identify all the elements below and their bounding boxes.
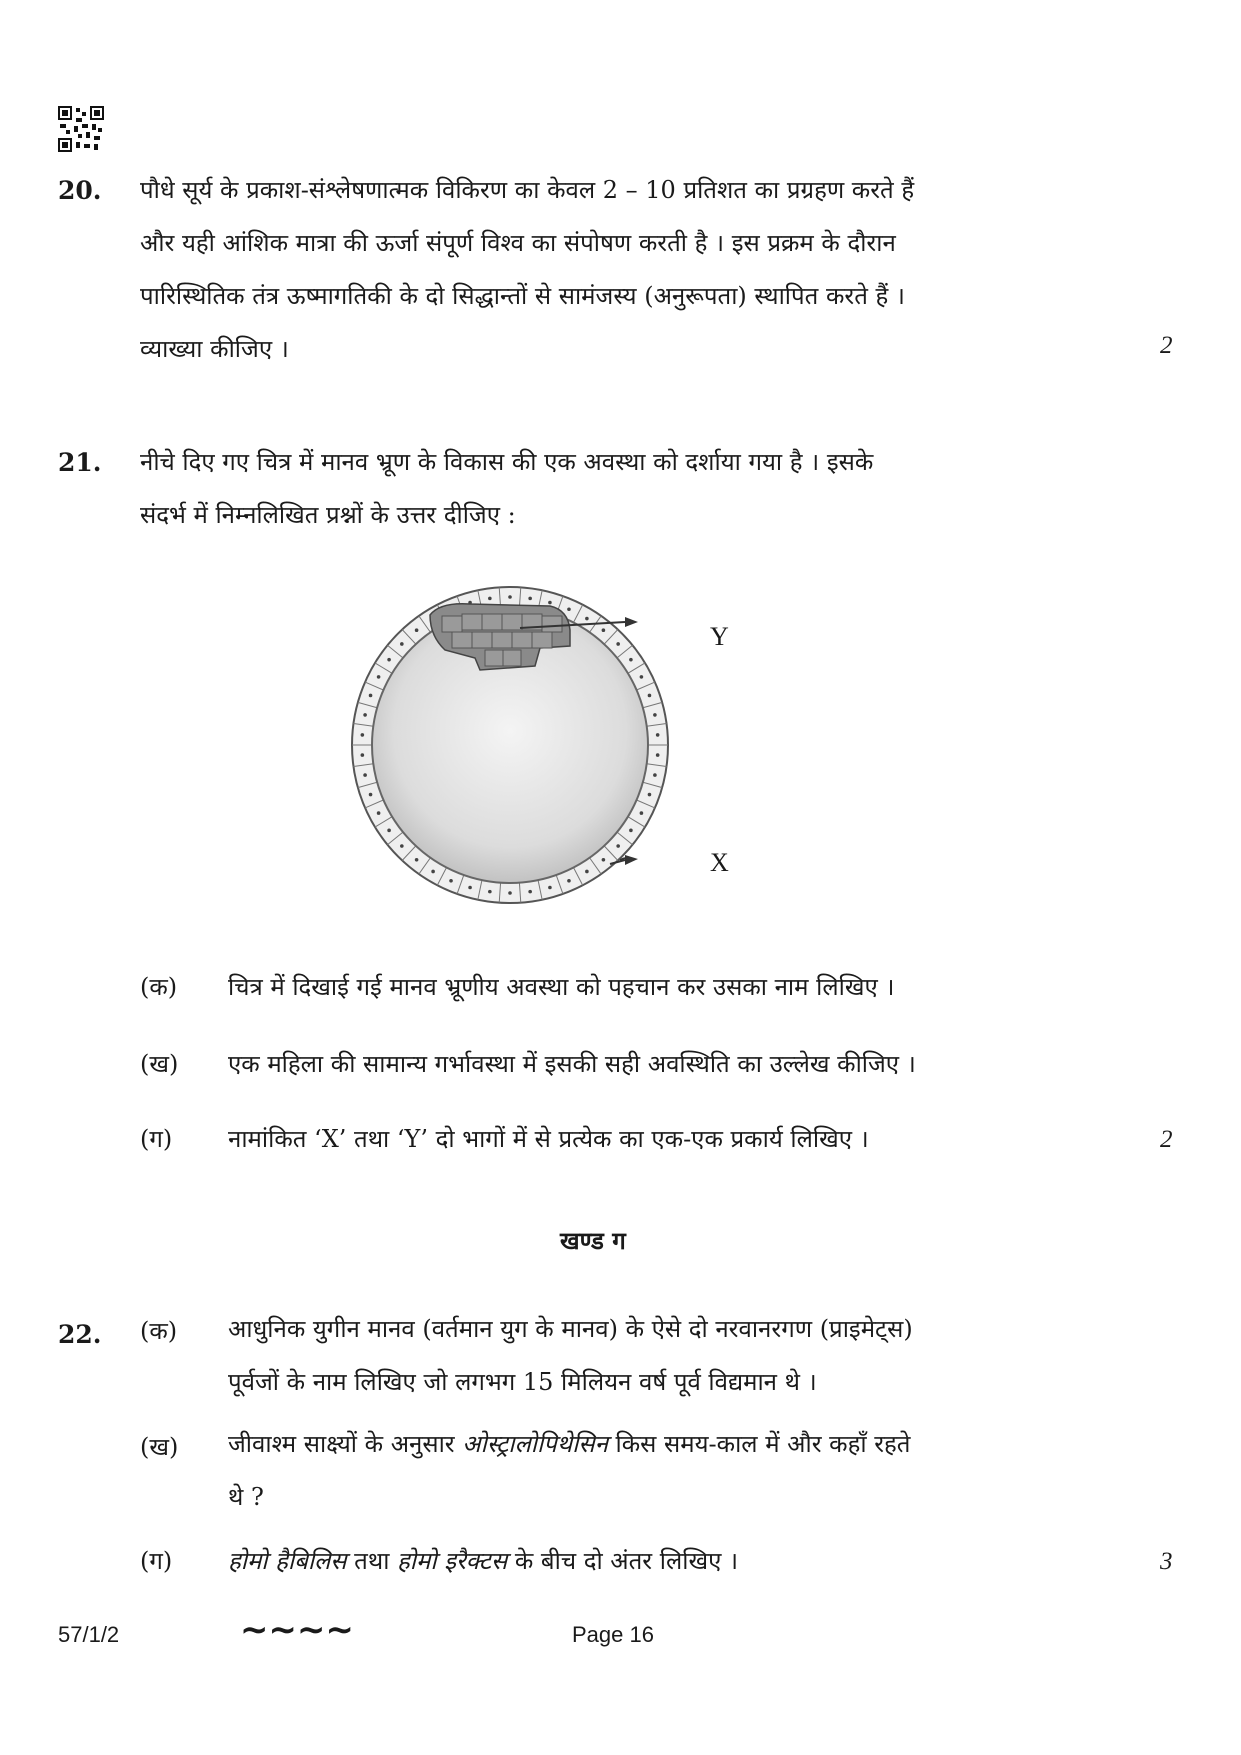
question-20-number: 20. xyxy=(58,176,102,205)
cell-nucleus xyxy=(656,753,660,757)
q22-part-text-pre: जीवाश्म साक्ष्यों के अनुसार xyxy=(228,1430,463,1458)
q22-part-text-post: के बीच दो अंतर लिखिए । xyxy=(507,1547,739,1575)
question-20-line: पारिस्थितिक तंत्र ऊष्मागतिकी के दो सिद्धान्तों से सामंजस्य (अनुरूपता) स्थापित करते हैं । xyxy=(140,282,905,310)
cell-nucleus xyxy=(653,773,657,777)
q22-part-label: (ग) xyxy=(140,1547,173,1575)
cell-nucleus xyxy=(567,607,571,611)
cell-nucleus xyxy=(387,829,391,833)
cell-nucleus xyxy=(400,844,404,848)
question-21-line: नीचे दिए गए चित्र में मानव भ्रूण के विकास की एक अवस्था को दर्शाया गया है । इसके xyxy=(140,448,874,476)
cell-nucleus xyxy=(488,597,492,601)
q21-part-text: एक महिला की सामान्य गर्भावस्था में इसकी सही अवस्थिति का उल्लेख कीजिए । xyxy=(228,1050,916,1078)
cell-nucleus xyxy=(640,811,644,815)
page-number: Page 16 xyxy=(572,1622,654,1647)
cell-nucleus xyxy=(548,601,552,605)
question-21-number: 21. xyxy=(58,448,102,477)
q21-part-label: (ख) xyxy=(140,1050,179,1078)
q22-part-label: (क) xyxy=(140,1317,178,1345)
cell-nucleus xyxy=(602,628,606,632)
q22-part-line: पूर्वजों के नाम लिखिए जो लगभग 15 मिलियन वर्ष पूर्व विद्यमान थे । xyxy=(228,1368,817,1396)
cell-nucleus xyxy=(640,675,644,679)
section-heading: खण्ड ग xyxy=(560,1226,626,1255)
cell-nucleus xyxy=(488,890,492,894)
cell-nucleus xyxy=(653,713,657,717)
homo-erectus-term: होमो इरैक्टस xyxy=(397,1547,508,1575)
cell-nucleus xyxy=(431,870,435,874)
cell-nucleus xyxy=(616,844,620,848)
cell-nucleus xyxy=(387,658,391,662)
homo-habilis-term: होमो हैबिलिस xyxy=(228,1547,347,1575)
cell-nucleus xyxy=(629,829,633,833)
question-21-text xyxy=(140,436,1115,542)
cell-nucleus xyxy=(602,858,606,862)
q22-part-text xyxy=(228,1418,1116,1524)
cell-nucleus xyxy=(528,890,532,894)
wave-decoration: ∼∼∼∼ xyxy=(240,1610,354,1650)
q22-part-text xyxy=(228,1303,1116,1409)
q22-part-text-mid: तथा xyxy=(346,1547,398,1575)
cell-nucleus xyxy=(656,733,660,737)
q22-part-text xyxy=(228,1544,738,1577)
cell-nucleus xyxy=(616,642,620,646)
cell-nucleus xyxy=(508,595,512,599)
cell-nucleus xyxy=(629,658,633,662)
cell-nucleus xyxy=(585,870,589,874)
question-20-marks: 2 xyxy=(1160,332,1173,359)
cell-nucleus xyxy=(361,753,365,757)
cell-nucleus xyxy=(363,713,367,717)
cell-nucleus xyxy=(377,811,381,815)
cell-nucleus xyxy=(449,879,453,883)
question-21-marks: 2 xyxy=(1160,1126,1173,1153)
cell-nucleus xyxy=(361,733,365,737)
blastocyst-diagram xyxy=(320,570,770,920)
cell-nucleus xyxy=(377,675,381,679)
q21-part-label: (क) xyxy=(140,973,178,1001)
cell-nucleus xyxy=(508,891,512,895)
cell-nucleus xyxy=(567,879,571,883)
question-20-line: पौधे सूर्य के प्रकाश-संश्लेषणात्मक विकिरण का केवल 2 – 10 प्रतिशत का प्रग्रहण करते हैं xyxy=(140,176,915,204)
question-22-number: 22. xyxy=(58,1320,102,1349)
question-20-text xyxy=(140,164,1115,376)
q22-part-line: आधुनिक युगीन मानव (वर्तमान युग के मानव) के ऐसे दो नरवानरगण (प्राइमेट्स) xyxy=(228,1315,913,1343)
figure-label-x: X xyxy=(710,848,729,877)
q22-part-label: (ख) xyxy=(140,1433,179,1461)
paper-code: 57/1/2 xyxy=(58,1622,120,1647)
cell-nucleus xyxy=(363,773,367,777)
q21-part-label: (ग) xyxy=(140,1125,173,1153)
q21-part-text: नामांकित ‘X’ तथा ‘Y’ दो भागों में से प्रत्येक का एक-एक प्रकार्य लिखिए । xyxy=(228,1125,869,1153)
cell-nucleus xyxy=(528,597,532,601)
question-20-line: और यही आंशिक मात्रा की ऊर्जा संपूर्ण विश्व का संपोषण करती है । इस प्रक्रम के दौरान xyxy=(140,229,896,257)
cell-nucleus xyxy=(648,793,652,797)
arrow-y-head xyxy=(625,617,638,627)
cell-nucleus xyxy=(415,628,419,632)
cell-nucleus xyxy=(369,793,373,797)
q22-part-text-post: किस समय-काल में और कहाँ रहते xyxy=(607,1430,911,1458)
cell-nucleus xyxy=(585,617,589,621)
figure-label-y: Y xyxy=(710,622,729,651)
q21-part-text: चित्र में दिखाई गई मानव भ्रूणीय अवस्था को पहचान कर उसका नाम लिखिए । xyxy=(228,973,895,1001)
cell-nucleus xyxy=(400,642,404,646)
cell-nucleus xyxy=(648,694,652,698)
q22-part-line: थे ? xyxy=(228,1483,264,1511)
question-20-line: व्याख्या कीजिए । xyxy=(140,335,289,363)
australopithecine-term: ओस्ट्रालोपिथेसिन xyxy=(462,1430,608,1458)
cell-nucleus xyxy=(548,886,552,890)
cell-nucleus xyxy=(369,694,373,698)
cell-nucleus xyxy=(468,886,472,890)
question-22-marks: 3 xyxy=(1160,1548,1173,1575)
arrow-x-head xyxy=(625,855,638,865)
cell-nucleus xyxy=(415,858,419,862)
qr-code-icon xyxy=(58,106,104,152)
question-21-line: संदर्भ में निम्नलिखित प्रश्नों के उत्तर दीजिए : xyxy=(140,501,516,529)
